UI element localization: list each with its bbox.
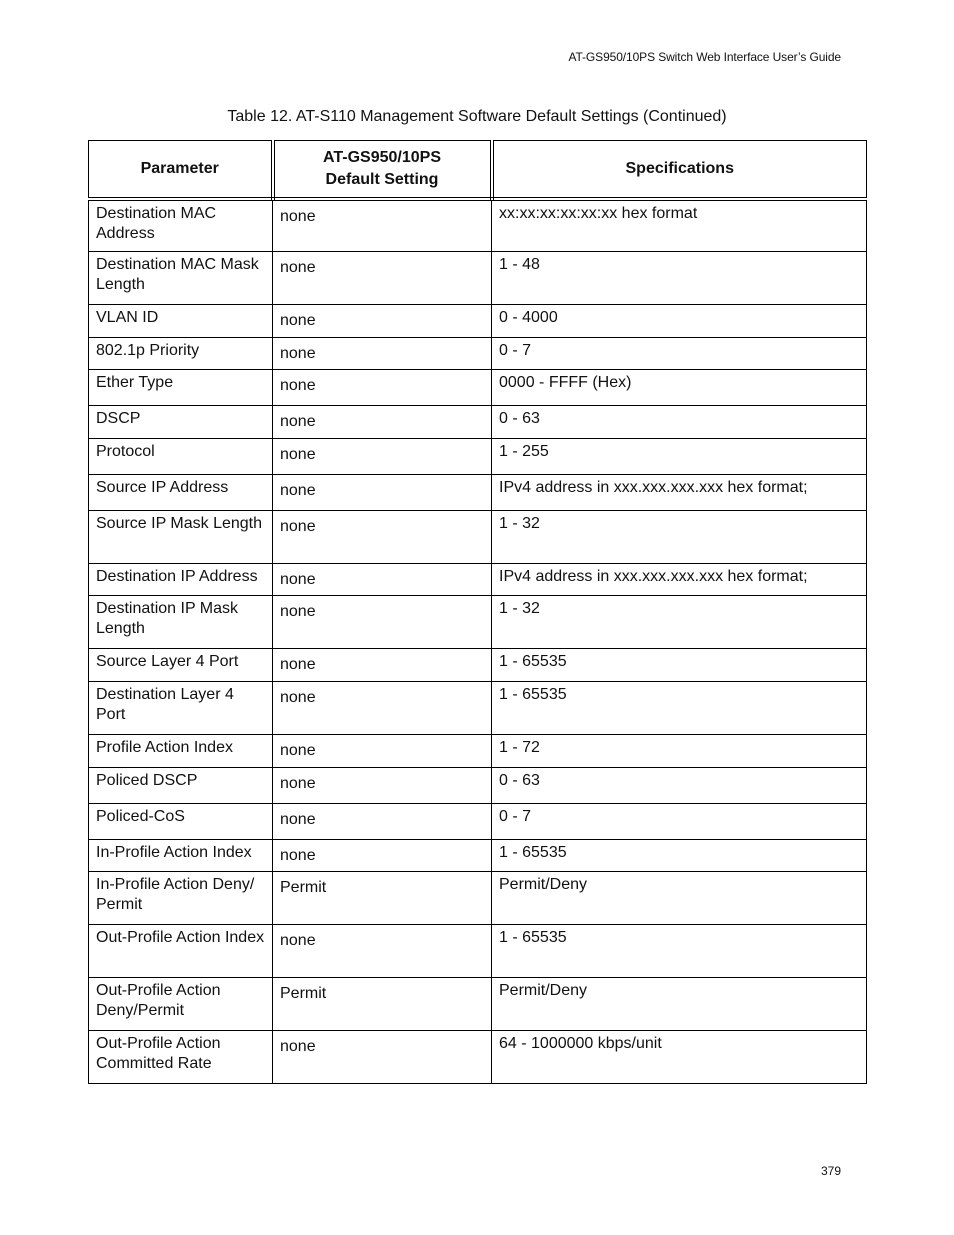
cell-default-setting: none <box>273 337 492 369</box>
table-row <box>89 510 867 563</box>
cell-parameter: Policed DSCP <box>89 767 273 803</box>
column-header-parameter: Parameter <box>89 141 273 200</box>
table-row <box>89 563 867 595</box>
cell-parameter: Policed-CoS <box>89 803 273 839</box>
table-row <box>89 251 867 304</box>
table-row <box>89 304 867 337</box>
cell-default-setting: Permit <box>273 871 492 924</box>
cell-specification: 1 - 65535 <box>492 839 867 871</box>
table-row <box>89 839 867 871</box>
table-row <box>89 924 867 977</box>
column-header-line: AT-GS950/10PS <box>323 149 441 166</box>
cell-parameter: Source IP Address <box>89 474 273 510</box>
cell-parameter: Out-Profile Action Index <box>89 924 273 977</box>
cell-parameter: Out-Profile Action Deny/Permit <box>89 977 273 1030</box>
table-row <box>89 977 867 1030</box>
table-row <box>89 681 867 734</box>
cell-parameter: Source Layer 4 Port <box>89 648 273 681</box>
cell-parameter: DSCP <box>89 405 273 438</box>
cell-default-setting: none <box>273 304 492 337</box>
cell-default-setting: none <box>273 648 492 681</box>
cell-parameter: Destination MAC Address <box>89 199 273 251</box>
cell-default-setting: none <box>273 767 492 803</box>
cell-specification: 1 - 255 <box>492 438 867 474</box>
cell-default-setting: none <box>273 438 492 474</box>
cell-default-setting: none <box>273 563 492 595</box>
cell-default-setting: none <box>273 803 492 839</box>
cell-specification: 1 - 48 <box>492 251 867 304</box>
table-row <box>89 767 867 803</box>
cell-specification: 1 - 65535 <box>492 648 867 681</box>
cell-parameter: Destination IP Address <box>89 563 273 595</box>
table-row <box>89 474 867 510</box>
cell-default-setting: none <box>273 839 492 871</box>
cell-default-setting: none <box>273 251 492 304</box>
table-row <box>89 1030 867 1083</box>
column-header-line: Default Setting <box>325 171 439 188</box>
cell-specification: 1 - 72 <box>492 734 867 767</box>
cell-default-setting: none <box>273 924 492 977</box>
cell-default-setting: Permit <box>273 977 492 1030</box>
cell-specification: 0 - 63 <box>492 405 867 438</box>
cell-parameter: VLAN ID <box>89 304 273 337</box>
table-header <box>89 141 867 200</box>
cell-default-setting: none <box>273 199 492 251</box>
cell-default-setting: none <box>273 405 492 438</box>
cell-parameter: Profile Action Index <box>89 734 273 767</box>
cell-parameter: In-Profile Action Deny/ Permit <box>89 871 273 924</box>
cell-default-setting: none <box>273 510 492 563</box>
cell-specification: IPv4 address in xxx.xxx.xxx.xxx hex format; <box>492 563 867 595</box>
cell-specification: 1 - 32 <box>492 595 867 648</box>
table-row <box>89 369 867 405</box>
cell-default-setting: none <box>273 1030 492 1083</box>
table-row <box>89 648 867 681</box>
page-number: 379 <box>820 1164 841 1178</box>
table-row <box>89 405 867 438</box>
column-header-specifications: Specifications <box>492 141 867 200</box>
running-header: AT-GS950/10PS Switch Web Interface User’s Guide <box>568 50 841 64</box>
cell-specification: 1 - 32 <box>492 510 867 563</box>
cell-specification: 0 - 4000 <box>492 304 867 337</box>
cell-parameter: Destination Layer 4 Port <box>89 681 273 734</box>
cell-parameter: Ether Type <box>89 369 273 405</box>
cell-specification: 0 - 7 <box>492 337 867 369</box>
cell-parameter: In-Profile Action Index <box>89 839 273 871</box>
cell-specification: 0000 - FFFF (Hex) <box>492 369 867 405</box>
cell-specification: Permit/Deny <box>492 977 867 1030</box>
cell-parameter: Out-Profile Action Committed Rate <box>89 1030 273 1083</box>
cell-parameter: 802.1p Priority <box>89 337 273 369</box>
table-caption: Table 12. AT-S110 Management Software Default Settings (Continued) <box>227 108 727 125</box>
cell-specification: Permit/Deny <box>492 871 867 924</box>
cell-specification: 0 - 63 <box>492 767 867 803</box>
cell-default-setting: none <box>273 474 492 510</box>
cell-specification: IPv4 address in xxx.xxx.xxx.xxx hex format; <box>492 474 867 510</box>
cell-specification: xx:xx:xx:xx:xx:xx hex format <box>492 199 867 251</box>
table-row <box>89 734 867 767</box>
cell-parameter: Source IP Mask Length <box>89 510 273 563</box>
default-settings-table <box>88 140 867 1084</box>
cell-parameter: Protocol <box>89 438 273 474</box>
table-row <box>89 595 867 648</box>
table-row <box>89 337 867 369</box>
table-row <box>89 438 867 474</box>
cell-default-setting: none <box>273 734 492 767</box>
column-header-default-setting <box>273 141 492 200</box>
table-row <box>89 199 867 251</box>
cell-parameter: Destination IP Mask Length <box>89 595 273 648</box>
cell-specification: 64 - 1000000 kbps/unit <box>492 1030 867 1083</box>
cell-specification: 1 - 65535 <box>492 681 867 734</box>
table-row <box>89 803 867 839</box>
cell-default-setting: none <box>273 369 492 405</box>
cell-specification: 0 - 7 <box>492 803 867 839</box>
table-row <box>89 871 867 924</box>
header-row <box>89 141 867 200</box>
table-body <box>89 199 867 1083</box>
cell-default-setting: none <box>273 595 492 648</box>
cell-default-setting: none <box>273 681 492 734</box>
cell-specification: 1 - 65535 <box>492 924 867 977</box>
cell-parameter: Destination MAC Mask Length <box>89 251 273 304</box>
